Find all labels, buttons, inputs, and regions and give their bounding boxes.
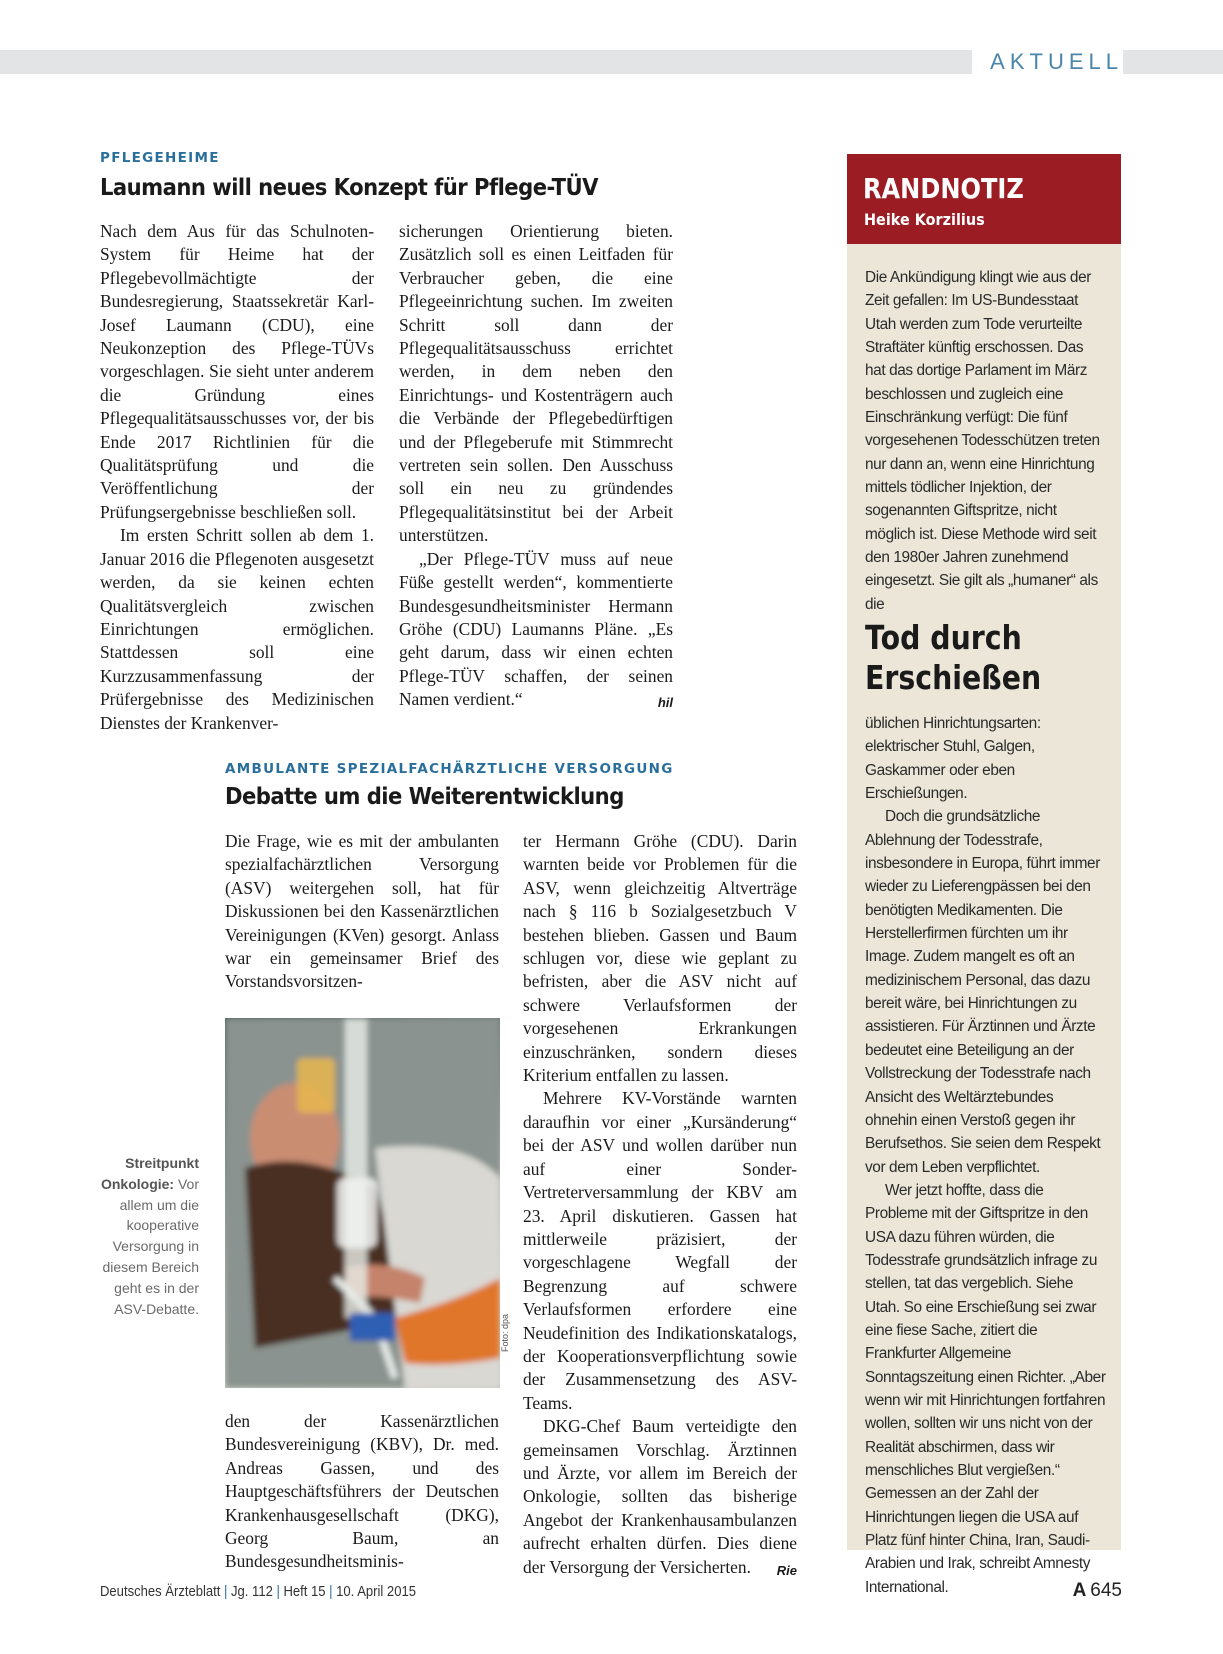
footer	[100, 1584, 416, 1600]
article1-kicker: PFLEGEHEIME	[100, 150, 220, 166]
separator: |	[276, 1584, 280, 1600]
separator: |	[329, 1584, 333, 1600]
paragraph: sicherungen Orientierung bieten. Zusätzlich soll es einen Leitfaden für Verbraucher geben, die eine Pflegeeinrichtung suchen. Im zweiten Schritt soll dann der Pflegequalitätsausschuss errichtet werden, in dem neben den Einrichtungs- und Kostenträgern auch die Verbände der Pflegebedürftigen und der Pflegeberufe mit Stimmrecht vertreten sein sollen. Den Ausschuss soll ein neu zu gründendes Pflegequalitätsinstitut bei der Arbeit unterstützen.	[399, 221, 673, 546]
article2-column-2	[523, 830, 797, 1582]
paragraph: Wer jetzt hoffte, dass die Probleme mit der Giftspritze in den USA dazu führen würden, die Todesstrafe grundsätzlich infrage zu stellen, tat das vergeblich. Siehe Utah. So eine Erschießung sei zwar eine fiese Sache, zitiert die Frankfurter Allgemeine Sonntagszeitung einen Richter. „Aber wenn wir mit Hinrichtungen fortfahren wollen, sollten wir uns nicht von der Realität abschirmen, dass wir menschliches Blut vergießen.“ Gemessen an der Zahl der Hinrichtungen liegen die USA auf Platz fünf hinter China, Iran, Saudi-Arabien und Irak, schreibt Amnesty International.	[865, 1181, 1106, 1596]
photo-caption	[95, 1153, 199, 1319]
separator: |	[224, 1584, 228, 1600]
journal-volume: Jg. 112	[231, 1584, 273, 1600]
article2-column-1-bottom	[225, 1410, 499, 1574]
article2-column-1-top	[225, 830, 499, 994]
journal-name: Deutsches Ärzteblatt	[100, 1584, 221, 1600]
paragraph	[523, 1415, 797, 1579]
photo-illustration	[225, 1018, 500, 1388]
photo-credit: Foto: dpa	[500, 1313, 510, 1352]
section-label: AKTUELL	[972, 48, 1123, 76]
journal-issue: Heft 15	[283, 1584, 326, 1600]
sidebar-header	[847, 154, 1121, 244]
article1-column-2	[399, 220, 673, 715]
sidebar-text-top	[865, 266, 1107, 616]
sidebar-author: Heike Korzilius	[864, 210, 985, 229]
paragraph: Nach dem Aus für das Schulnoten-System für Heime hat der Pflegebevollmächtigte der Bundesregierung, Staatssekretär Karl-Josef Laumann (CDU), eine Neukonzeption des Pflege-TÜVs vorgeschlagen. Sie sieht unter anderem die Gründung eines Pflegequalitätsausschusses vor, der bis Ende 2017 Richtlinien für die Qualitätsprüfung und die Veröffentlichung der Prüfungsergebnisse beschließen soll.	[100, 221, 374, 522]
paragraph: Im ersten Schritt sollen ab dem 1. Januar 2016 die Pflegenoten ausgesetzt werden, da sie keinen echten Qualitätsvergleich zwischen Einrichtungen ermöglichen. Stattdessen soll eine Kurzzusammenfassung der Prüfergebnisse des Medizinischen Dienstes der Krankenver-	[100, 525, 374, 733]
paragraph: Doch die grundsätzliche Ablehnung der Todesstrafe, insbesondere in Europa, führt immer wieder zu Lieferengpässen bei den benötigten Medikamenten. Die Herstellerfirmen fürchten um ihr Image. Zudem mangelt es oft an medizinischem Personal, das dazu bereit wäre, bei Hinrichtungen zu assistieren. Für Ärztinnen und Ärzte bedeutet eine Beteiligung an der Vollstreckung der Todesstrafe nach Ansicht des Weltärztebundes ohnehin einen Verstoß gegen ihr Berufsethos. Sie seien dem Respekt vor dem Leben verpflichtet.	[865, 808, 1101, 1176]
article1-title: Laumann will neues Konzept für Pflege-TÜV	[100, 175, 598, 201]
sidebar-headline: Tod durch Erschießen	[865, 618, 1042, 697]
page-prefix: A	[1072, 1580, 1087, 1601]
page-number	[1073, 1580, 1122, 1602]
caption-text: Vor allem um die kooperative Versorgung in diesem Bereich geht es in der ASV-Debatte.	[102, 1175, 199, 1317]
paragraph: den der Kassenärztlichen Bundesvereinigung (KBV), Dr. med. Andreas Gassen, und des Hauptgeschäftsführers der Deutschen Krankenhausgesellschaft (DKG), Georg Baum, an Bundesgesundheitsminis-	[225, 1411, 499, 1572]
page-number-value: 645	[1090, 1580, 1122, 1601]
paragraph	[399, 548, 673, 712]
article2-kicker: AMBULANTE SPEZIALFACHÄRZTLICHE VERSORGUNG	[225, 761, 674, 777]
paragraph-text: DKG-Chef Baum verteidigte den gemeinsamen Vorschlag. Ärztinnen und Ärzte, vor allem im Bereich der Onkologie, sollten das bisherige Angebot der Krankenhausambulanzen aufrecht erhalten dürfen. Dies diene der Versorgung der Versicherten.	[523, 1416, 797, 1577]
paragraph: Die Ankündigung klingt wie aus der Zeit gefallen: Im US-Bundesstaat Utah werden zum Tode verurteilte Straftäter künftig erschossen. Das hat das dortige Parlament im März beschlossen und zugleich eine Einschränkung verfügt: Die fünf vorgesehenen Todesschützen treten nur dann an, wenn eine Hinrichtung mittels tödlicher Injektion, der sogenannten Giftspritze, nicht möglich ist. Diese Methode wird seit den 1980er Jahren zunehmend eingesetzt. Sie gilt als „humaner“ als die	[865, 269, 1100, 613]
paragraph: Mehrere KV-Vorstände warnten daraufhin vor einer „Kursänderung“ bei der ASV und wollen darüber nun auf einer Sonder-Vertreterversammlung der KBV am 23. April diskutieren. Gassen hat mittlerweile präzisiert, der vorgeschlagene Wegfall der Begrenzung auf schwere Verlaufsformen erfordere eine Neudefinition des Indikationskatalogs, der Kooperationsverpflichtung sowie der Zusammensetzung des ASV-Teams.	[523, 1088, 797, 1413]
article1-signature: hil	[657, 695, 673, 711]
journal-date: 10. April 2015	[336, 1584, 416, 1600]
sidebar-text-bottom	[865, 712, 1107, 1599]
caption-title: Streitpunkt Onkologie:	[100, 1155, 199, 1192]
article2-title: Debatte um die Weiterentwicklung	[225, 784, 624, 810]
paragraph: Die Frage, wie es mit der ambulanten spezialfachärztlichen Versorgung (ASV) weitergehen soll, hat für Diskussionen bei den Kassenärztlichen Vereinigungen (KVen) gesorgt. Anlass war ein gemeinsamer Brief des Vorstandsvorsitzen-	[225, 831, 499, 992]
photo-patient-infusion	[225, 1018, 500, 1388]
paragraph: ter Hermann Gröhe (CDU). Darin warnten beide vor Problemen für die ASV, wenn gleichzeitig Altverträge nach § 116 b Sozialgesetzbuch V bestehen blieben. Gassen und Baum schlugen vor, diese wie geplant zu befristen, aber die ASV nicht auf schwere Verlaufsformen der vorgesehenen Erkrankungen einzuschränken, sondern dieses Kriterium entfallen zu lassen.	[523, 831, 797, 1086]
paragraph: üblichen Hinrichtungsarten: elektrischer Stuhl, Galgen, Gaskammer oder eben Erschießungen.	[865, 715, 1041, 803]
sidebar-label: RANDNOTIZ	[863, 172, 1024, 205]
paragraph-text: „Der Pflege-TÜV muss auf neue Füße gestellt werden“, kommentierte Bundesgesundheitsminister Hermann Gröhe (CDU) Laumanns Pläne. „Es geht darum, dass wir einen echten Pflege-TÜV schaffen, der seinen Namen verdient.“	[399, 548, 673, 710]
article1-column-1	[100, 220, 374, 735]
article2-signature: Rie	[776, 1562, 797, 1578]
